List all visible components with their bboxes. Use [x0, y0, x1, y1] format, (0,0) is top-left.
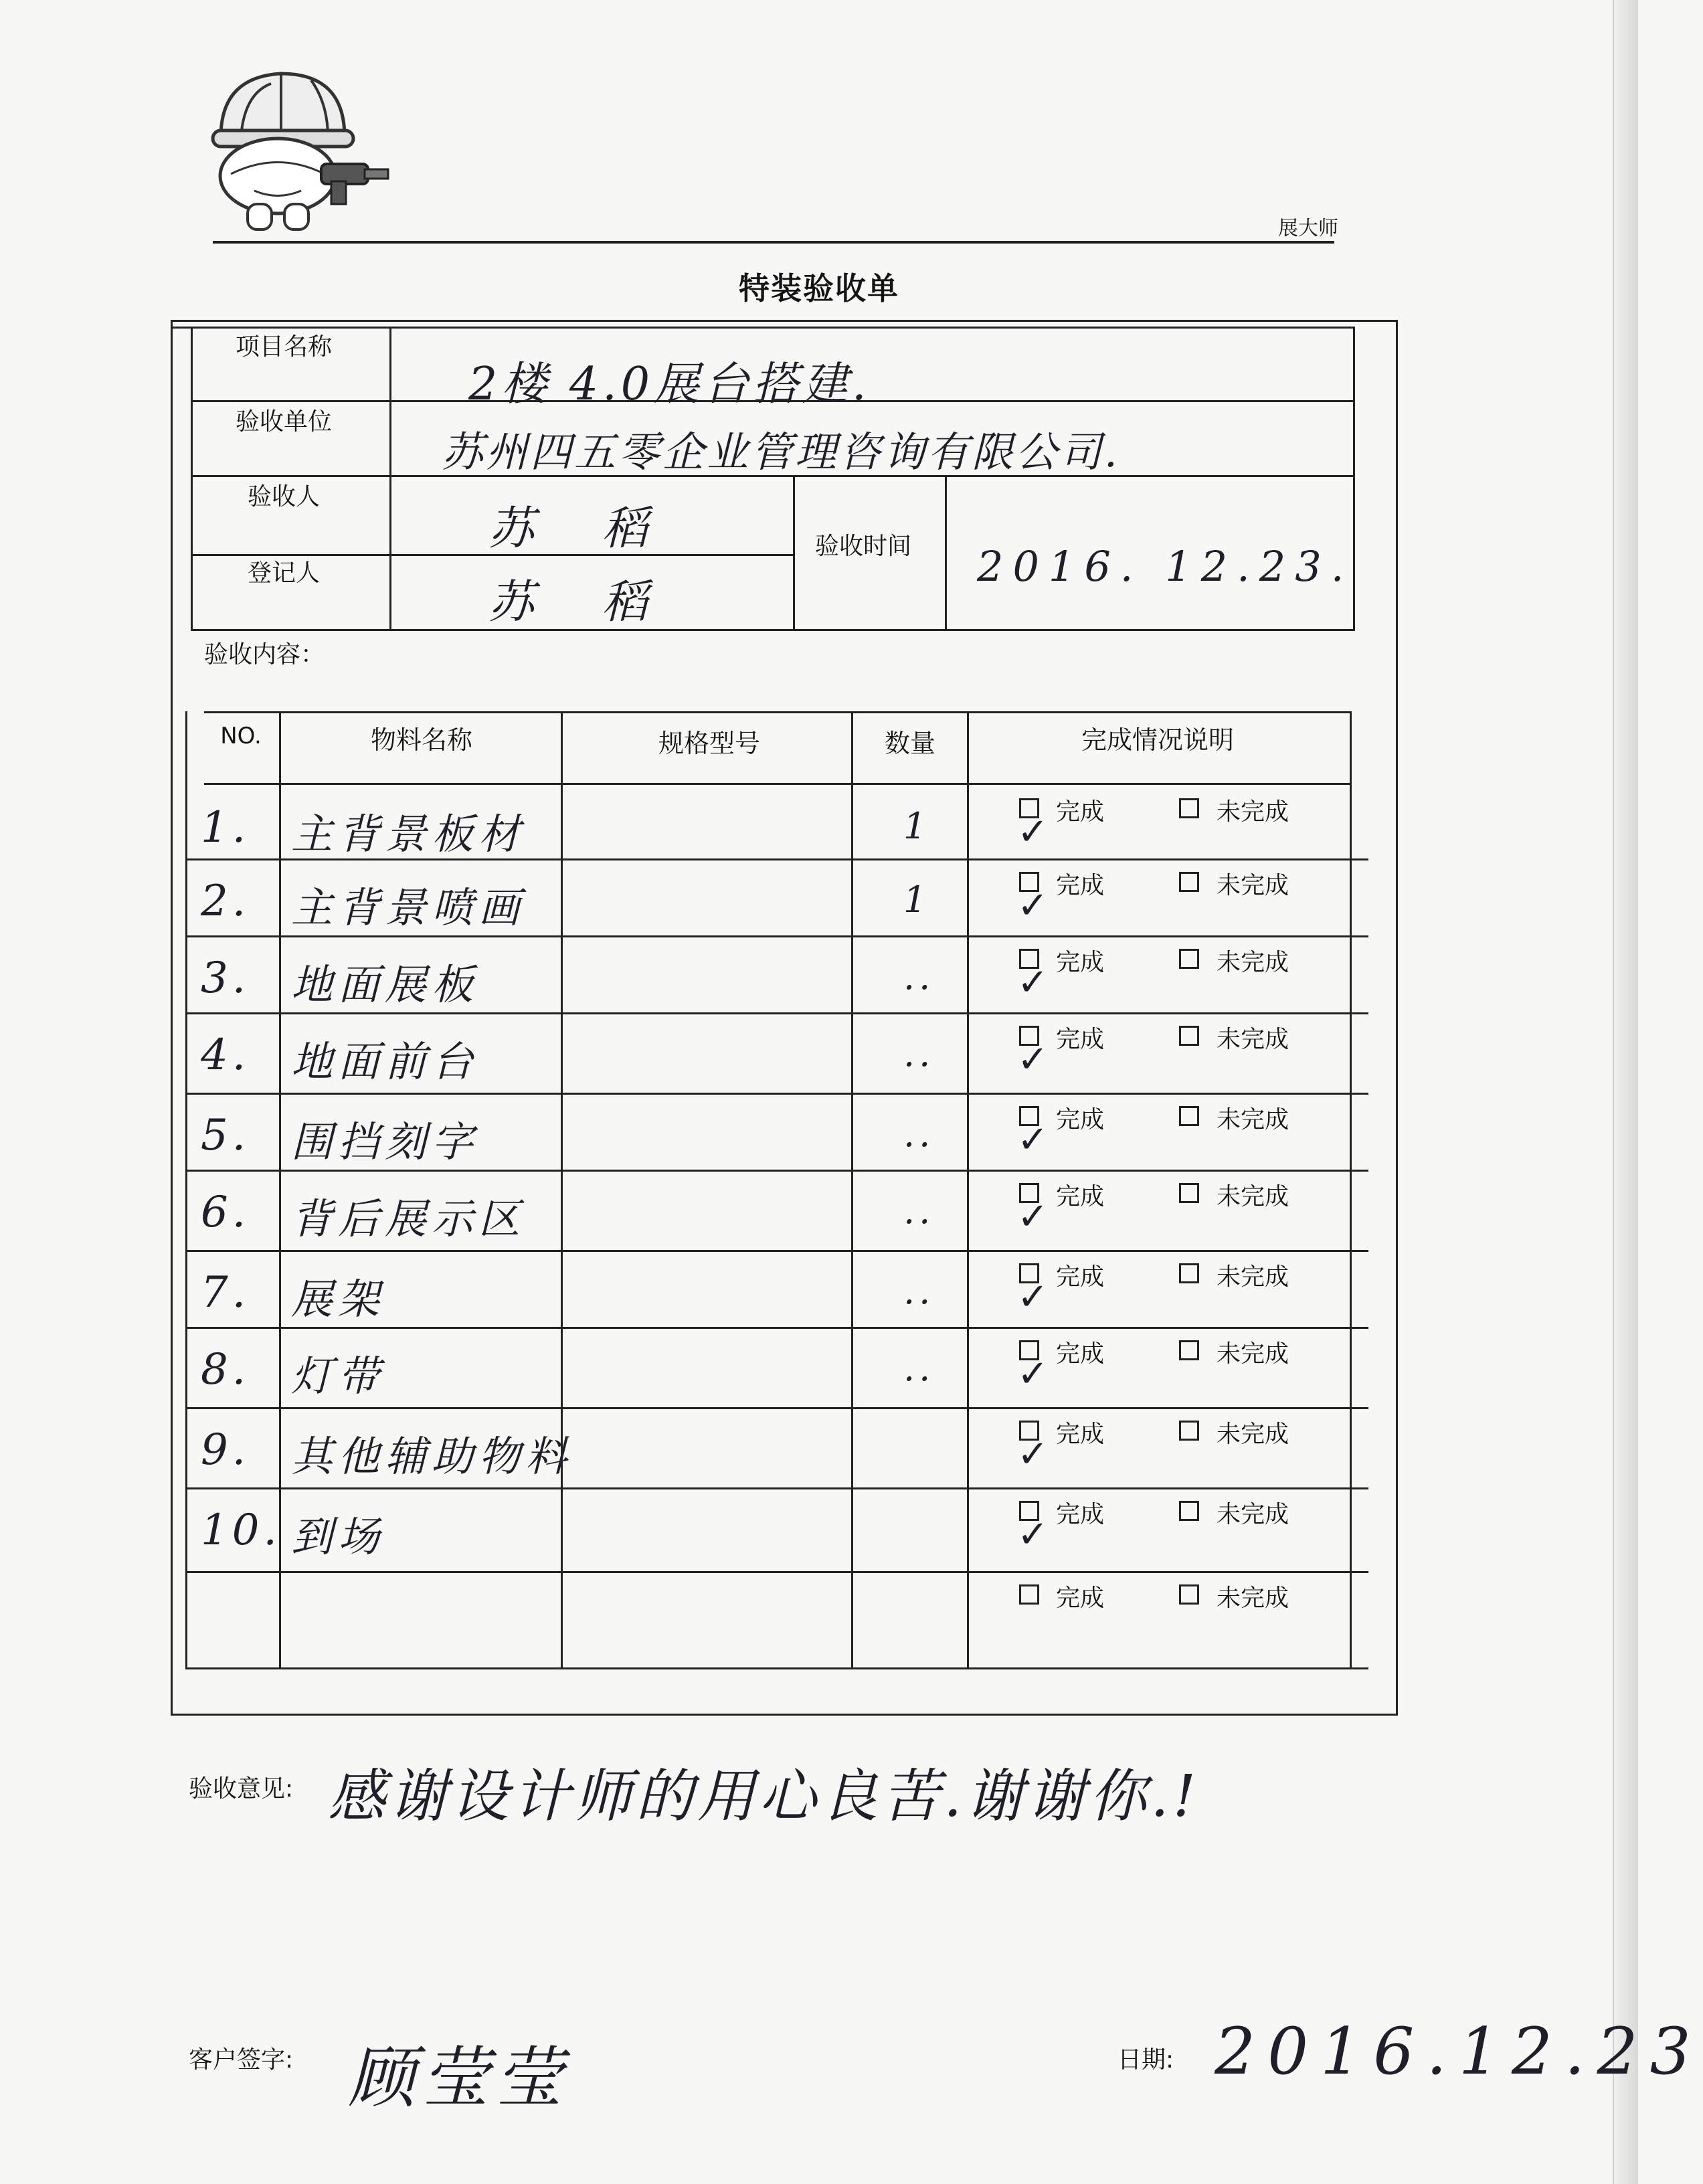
- row-material-name: 主背景喷画: [291, 883, 526, 932]
- table-right-rule: [1350, 711, 1352, 1669]
- row-quantity: 1: [903, 879, 931, 921]
- row-number: 9.: [201, 1425, 250, 1475]
- not-done-label: 未完成: [1217, 1026, 1289, 1053]
- not-done-label: 未完成: [1217, 949, 1289, 976]
- inspector-label: 验收人: [248, 483, 321, 511]
- registrar-label: 登记人: [248, 559, 321, 587]
- not-done-label: 未完成: [1217, 1584, 1289, 1612]
- info-left-rule: [191, 327, 193, 631]
- table-col-rule-3: [851, 711, 853, 1669]
- table-col-rule-2: [561, 711, 563, 1669]
- header-rule: [213, 241, 1334, 244]
- row-quantity: ..: [903, 1032, 935, 1075]
- row-quantity: 1: [903, 805, 931, 847]
- row-number: 10.: [201, 1506, 281, 1555]
- row-quantity: ..: [903, 1270, 935, 1312]
- table-left-rule: [185, 711, 187, 1669]
- info-label-divider: [389, 327, 391, 631]
- not-done-checkbox[interactable]: [1179, 1421, 1199, 1441]
- row-material-name: 地面展板: [291, 960, 479, 1009]
- row-number: 1.: [201, 803, 250, 852]
- done-label: 完成: [1056, 798, 1105, 826]
- not-done-label: 未完成: [1217, 798, 1289, 826]
- check-mark: ✓: [1017, 884, 1049, 927]
- unit-value: 苏州四五零企业管理咨询有限公司.: [442, 428, 1120, 476]
- brand-name: 展大师: [1278, 217, 1338, 240]
- not-done-checkbox[interactable]: [1179, 1106, 1199, 1126]
- done-label: 完成: [1056, 1340, 1105, 1368]
- check-mark: ✓: [1017, 1038, 1049, 1081]
- unit-label: 验收单位: [236, 408, 333, 436]
- check-mark: ✓: [1017, 1275, 1049, 1319]
- not-done-checkbox[interactable]: [1179, 1584, 1199, 1605]
- col-header-status: 完成情况说明: [1081, 725, 1234, 755]
- not-done-checkbox[interactable]: [1179, 1340, 1199, 1360]
- info-top-rule: [171, 327, 1355, 329]
- content-label: 验收内容：: [204, 641, 325, 668]
- not-done-label: 未完成: [1217, 1106, 1289, 1133]
- check-mark: ✓: [1017, 1433, 1049, 1476]
- not-done-label: 未完成: [1217, 1183, 1289, 1210]
- row-quantity: ..: [903, 1190, 935, 1232]
- date-label: 日期:: [1117, 2046, 1174, 2074]
- row-quantity: ..: [903, 955, 935, 998]
- info-time-divider-2: [945, 475, 947, 631]
- inspection-time-value: 2016. 12.23.: [977, 542, 1354, 591]
- check-mark: ✓: [1017, 1352, 1049, 1396]
- done-label: 完成: [1056, 949, 1105, 976]
- not-done-label: 未完成: [1217, 872, 1289, 899]
- not-done-checkbox[interactable]: [1179, 949, 1199, 969]
- col-header-no: NO.: [220, 723, 262, 749]
- row-material-name: 其他辅助物料: [291, 1432, 573, 1481]
- not-done-checkbox[interactable]: [1179, 1026, 1199, 1046]
- table-row-rule: [185, 935, 1368, 937]
- row-number: 5.: [201, 1111, 250, 1160]
- row-number: 8.: [201, 1345, 250, 1394]
- form-title: 特装验收单: [739, 270, 899, 306]
- table-bottom-rule: [185, 1667, 1368, 1669]
- done-label: 完成: [1056, 872, 1105, 899]
- done-label: 完成: [1056, 1183, 1105, 1210]
- not-done-checkbox[interactable]: [1179, 798, 1199, 818]
- opinion-value: 感谢设计师的用心良苦.谢谢你.!: [328, 1763, 1200, 1830]
- table-row-rule: [185, 1327, 1368, 1329]
- done-label: 完成: [1056, 1026, 1105, 1053]
- not-done-checkbox[interactable]: [1179, 1501, 1199, 1521]
- info-right-rule: [1353, 327, 1355, 631]
- col-header-qty: 数量: [884, 729, 935, 758]
- project-name-label: 项目名称: [236, 333, 333, 361]
- table-top-rule: [204, 711, 1352, 713]
- check-mark: ✓: [1017, 1118, 1049, 1162]
- inspector-value: 苏 稻: [488, 503, 675, 555]
- row-material-name: 灯带: [291, 1352, 385, 1400]
- check-mark: ✓: [1017, 810, 1049, 854]
- col-header-spec: 规格型号: [658, 729, 760, 758]
- check-mark: ✓: [1017, 1195, 1049, 1239]
- row-number: 7.: [201, 1268, 250, 1317]
- table-row-rule: [185, 1012, 1368, 1014]
- row-number: 3.: [201, 953, 250, 1003]
- signature-value: 顾莹莹: [348, 2039, 569, 2117]
- page-edge: [1613, 0, 1638, 2184]
- done-checkbox[interactable]: [1019, 1584, 1039, 1605]
- table-header-rule: [204, 783, 1352, 785]
- done-label: 完成: [1056, 1263, 1105, 1291]
- row-material-name: 地面前台: [291, 1037, 479, 1086]
- not-done-checkbox[interactable]: [1179, 1263, 1199, 1283]
- done-label: 完成: [1056, 1584, 1105, 1612]
- done-label: 完成: [1056, 1106, 1105, 1133]
- col-header-material: 物料名称: [370, 725, 472, 755]
- not-done-checkbox[interactable]: [1179, 1183, 1199, 1203]
- done-label: 完成: [1056, 1501, 1105, 1528]
- table-row-rule: [185, 1571, 1368, 1573]
- not-done-label: 未完成: [1217, 1501, 1289, 1528]
- check-mark: ✓: [1017, 1513, 1049, 1556]
- table-row-rule: [185, 1093, 1368, 1095]
- opinion-label: 验收意见:: [189, 1775, 294, 1803]
- info-rule-4: [191, 629, 1355, 631]
- row-number: 2.: [201, 877, 250, 926]
- table-row-rule: [185, 1407, 1368, 1409]
- table-row-rule: [185, 1170, 1368, 1172]
- not-done-label: 未完成: [1217, 1421, 1289, 1448]
- inspection-time-label: 验收时间: [815, 533, 912, 560]
- check-mark: ✓: [1017, 961, 1049, 1004]
- done-label: 完成: [1056, 1421, 1105, 1448]
- registrar-value: 苏 稻: [488, 576, 675, 629]
- not-done-checkbox[interactable]: [1179, 872, 1199, 892]
- row-material-name: 围挡刻字: [291, 1117, 479, 1166]
- row-quantity: ..: [903, 1347, 935, 1389]
- date-value: 2016.12.23: [1215, 2014, 1703, 2089]
- row-quantity: ..: [903, 1113, 935, 1155]
- info-time-divider-1: [793, 475, 795, 631]
- row-material-name: 到场: [291, 1512, 385, 1561]
- row-material-name: 主背景板材: [291, 810, 526, 858]
- signature-label: 客户签字:: [189, 2046, 294, 2074]
- row-number: 6.: [201, 1188, 250, 1237]
- row-number: 4.: [201, 1030, 250, 1080]
- row-material-name: 背后展示区: [291, 1194, 526, 1243]
- table-row-rule: [185, 1487, 1368, 1489]
- project-name-value: 2楼 4.0展台搭建.: [468, 358, 871, 411]
- not-done-label: 未完成: [1217, 1340, 1289, 1368]
- not-done-label: 未完成: [1217, 1263, 1289, 1291]
- mascot-logo: [201, 57, 395, 234]
- table-col-rule-4: [967, 711, 969, 1669]
- table-row-rule: [185, 1250, 1368, 1252]
- row-material-name: 展架: [291, 1275, 385, 1324]
